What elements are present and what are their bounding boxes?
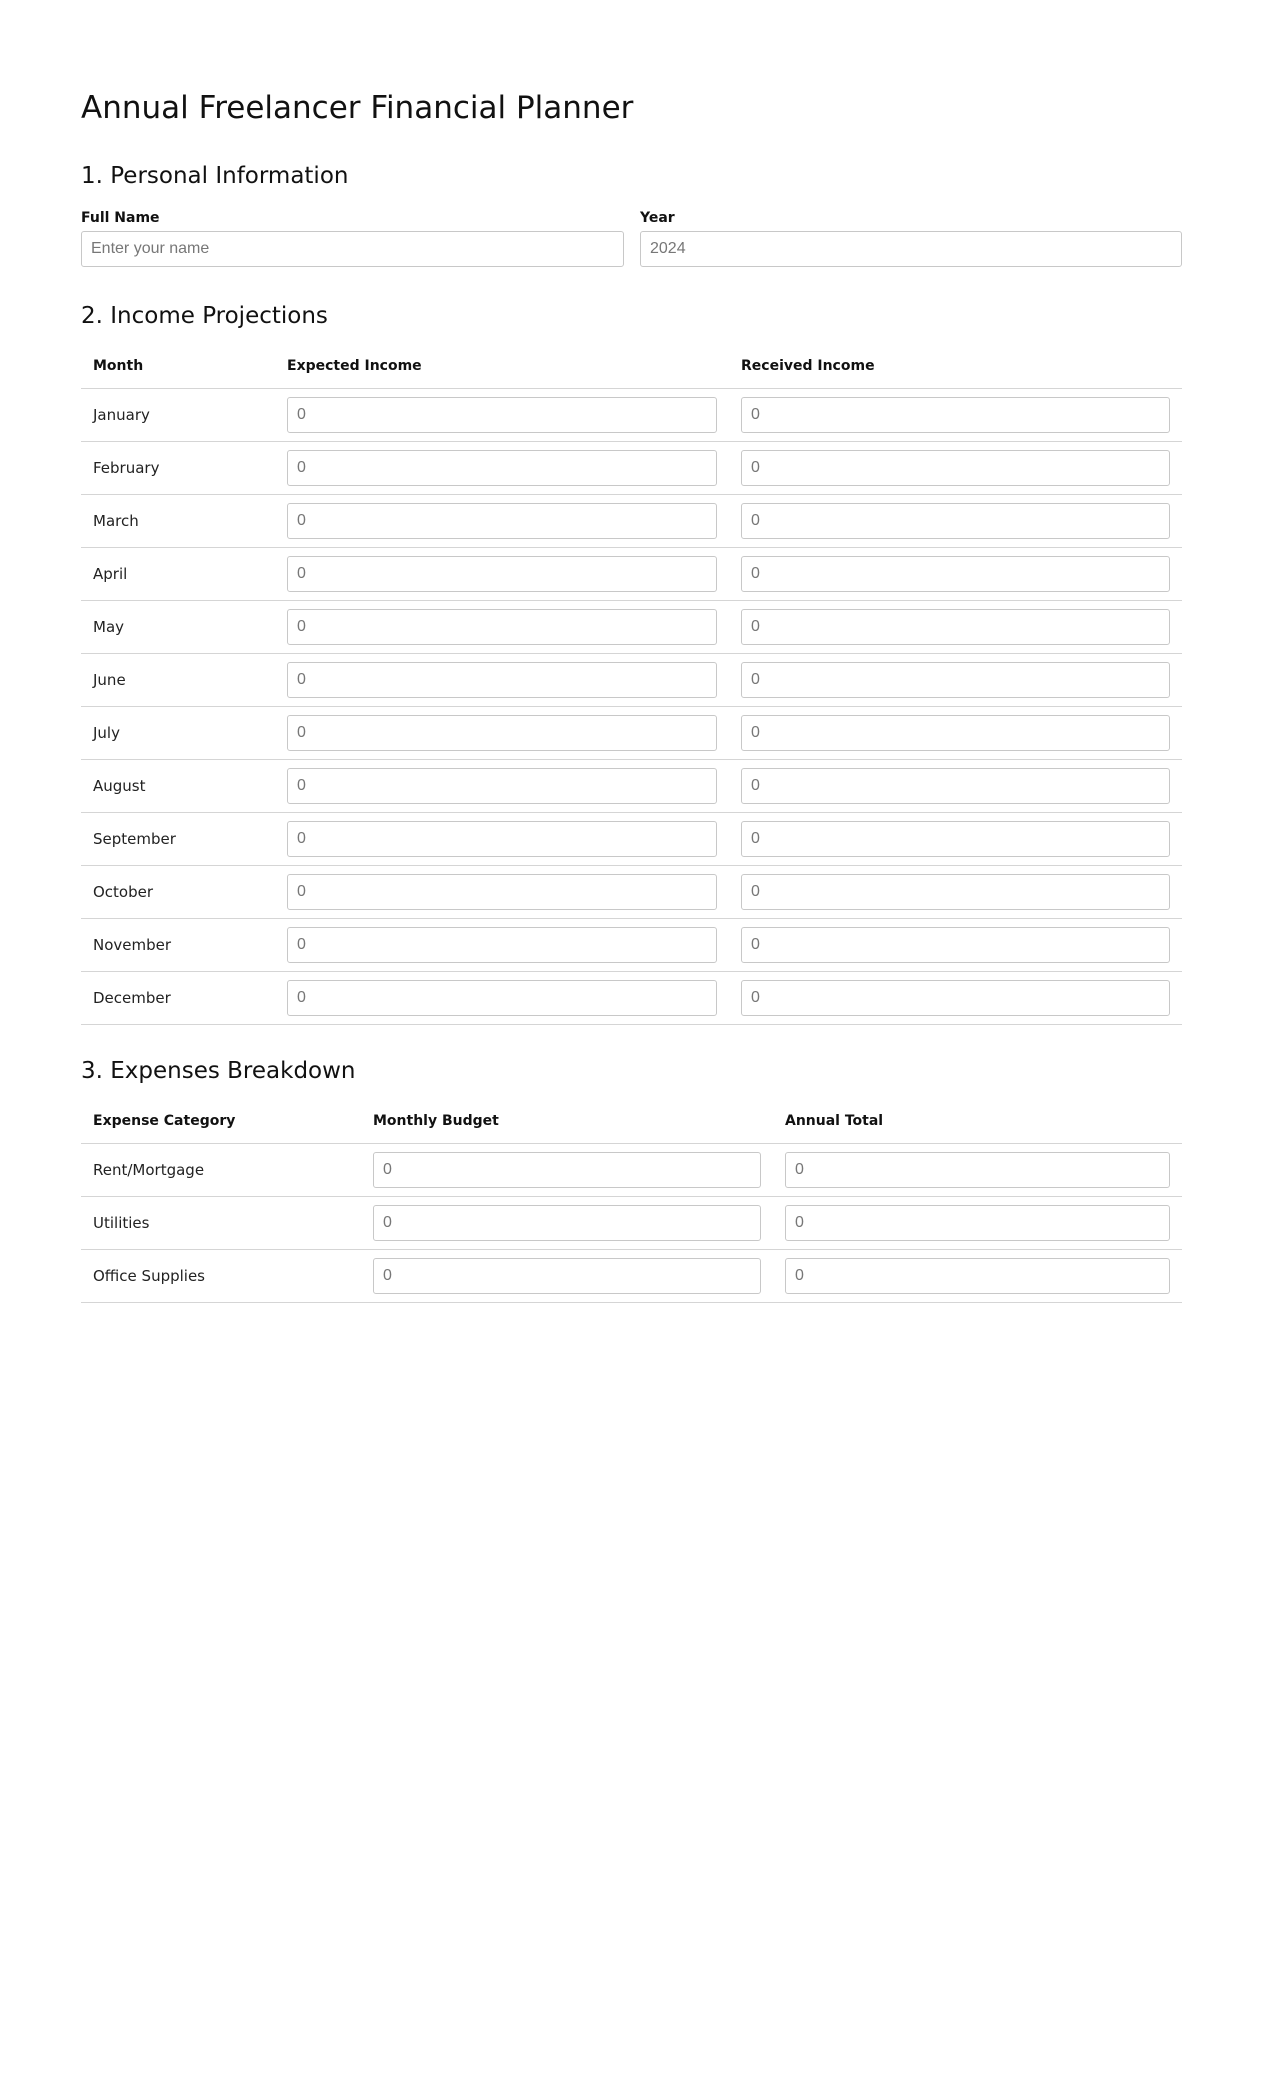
expense-category-label: Office Supplies bbox=[81, 1249, 361, 1302]
received-income-cell bbox=[729, 600, 1182, 653]
expected-income-input[interactable] bbox=[287, 821, 717, 857]
expected-income-input[interactable] bbox=[287, 556, 717, 592]
month-column-header: Month bbox=[81, 345, 275, 388]
page-title: Annual Freelancer Financial Planner bbox=[81, 90, 634, 126]
expected-income-cell bbox=[275, 653, 729, 706]
monthly-budget-input[interactable] bbox=[373, 1205, 761, 1241]
income-month-label: March bbox=[81, 494, 275, 547]
expense-category-row bbox=[81, 1196, 1182, 1249]
received-income-cell bbox=[729, 547, 1182, 600]
expense-category-row bbox=[81, 1143, 1182, 1196]
expected-income-cell bbox=[275, 388, 729, 441]
income-month-label: April bbox=[81, 547, 275, 600]
expected-income-input[interactable] bbox=[287, 397, 717, 433]
income-table bbox=[81, 345, 1182, 1025]
received-income-cell bbox=[729, 918, 1182, 971]
income-projections-heading: 2. Income Projections bbox=[81, 303, 328, 329]
expected-income-cell bbox=[275, 441, 729, 494]
received-income-cell bbox=[729, 494, 1182, 547]
received-income-cell bbox=[729, 971, 1182, 1024]
received-income-input[interactable] bbox=[741, 768, 1170, 804]
received-income-cell bbox=[729, 706, 1182, 759]
expenses-table bbox=[81, 1100, 1182, 1303]
expected-income-cell bbox=[275, 865, 729, 918]
monthly-budget-input[interactable] bbox=[373, 1152, 761, 1188]
expected-income-input[interactable] bbox=[287, 768, 717, 804]
expected-income-input[interactable] bbox=[287, 874, 717, 910]
annual-total-cell bbox=[773, 1143, 1182, 1196]
expected-income-column-header: Expected Income bbox=[275, 345, 729, 388]
expense-category-column-header: Expense Category bbox=[81, 1100, 361, 1143]
expected-income-input[interactable] bbox=[287, 662, 717, 698]
income-month-label: February bbox=[81, 441, 275, 494]
expected-income-cell bbox=[275, 706, 729, 759]
expected-income-input[interactable] bbox=[287, 609, 717, 645]
expected-income-input[interactable] bbox=[287, 450, 717, 486]
income-month-label: October bbox=[81, 865, 275, 918]
year-label: Year bbox=[640, 210, 675, 226]
income-month-label: July bbox=[81, 706, 275, 759]
expenses-header-row bbox=[81, 1100, 1182, 1143]
monthly-budget-input[interactable] bbox=[373, 1258, 761, 1294]
received-income-input[interactable] bbox=[741, 503, 1170, 539]
received-income-cell bbox=[729, 441, 1182, 494]
annual-total-input[interactable] bbox=[785, 1152, 1170, 1188]
income-month-label: January bbox=[81, 388, 275, 441]
monthly-budget-cell bbox=[361, 1196, 773, 1249]
annual-total-input[interactable] bbox=[785, 1205, 1170, 1241]
received-income-input[interactable] bbox=[741, 662, 1170, 698]
personal-info-heading: 1. Personal Information bbox=[81, 163, 349, 189]
expected-income-cell bbox=[275, 600, 729, 653]
expected-income-cell bbox=[275, 547, 729, 600]
expenses-breakdown-heading: 3. Expenses Breakdown bbox=[81, 1058, 356, 1084]
annual-total-input[interactable] bbox=[785, 1258, 1170, 1294]
expense-category-label: Rent/Mortgage bbox=[81, 1143, 361, 1196]
received-income-input[interactable] bbox=[741, 821, 1170, 857]
expected-income-cell bbox=[275, 494, 729, 547]
received-income-cell bbox=[729, 653, 1182, 706]
received-income-input[interactable] bbox=[741, 980, 1170, 1016]
annual-total-column-header: Annual Total bbox=[773, 1100, 1182, 1143]
income-month-row bbox=[81, 494, 1182, 547]
expected-income-input[interactable] bbox=[287, 927, 717, 963]
monthly-budget-cell bbox=[361, 1143, 773, 1196]
full-name-label: Full Name bbox=[81, 210, 160, 226]
received-income-input[interactable] bbox=[741, 556, 1170, 592]
full-name-input[interactable] bbox=[81, 231, 624, 267]
income-month-row bbox=[81, 706, 1182, 759]
monthly-budget-column-header: Monthly Budget bbox=[361, 1100, 773, 1143]
income-month-row bbox=[81, 547, 1182, 600]
income-month-row bbox=[81, 865, 1182, 918]
expected-income-cell bbox=[275, 759, 729, 812]
expected-income-cell bbox=[275, 918, 729, 971]
received-income-column-header: Received Income bbox=[729, 345, 1182, 388]
received-income-input[interactable] bbox=[741, 450, 1170, 486]
received-income-input[interactable] bbox=[741, 927, 1170, 963]
income-month-row bbox=[81, 971, 1182, 1024]
income-month-row bbox=[81, 918, 1182, 971]
expense-category-row bbox=[81, 1249, 1182, 1302]
annual-total-cell bbox=[773, 1249, 1182, 1302]
expected-income-input[interactable] bbox=[287, 503, 717, 539]
received-income-cell bbox=[729, 812, 1182, 865]
income-month-row bbox=[81, 600, 1182, 653]
income-month-row bbox=[81, 653, 1182, 706]
received-income-input[interactable] bbox=[741, 874, 1170, 910]
expense-category-label: Utilities bbox=[81, 1196, 361, 1249]
income-header-row bbox=[81, 345, 1182, 388]
received-income-input[interactable] bbox=[741, 609, 1170, 645]
expected-income-cell bbox=[275, 812, 729, 865]
received-income-cell bbox=[729, 865, 1182, 918]
received-income-input[interactable] bbox=[741, 715, 1170, 751]
income-month-label: August bbox=[81, 759, 275, 812]
income-month-row bbox=[81, 812, 1182, 865]
received-income-cell bbox=[729, 759, 1182, 812]
expected-income-cell bbox=[275, 971, 729, 1024]
income-month-row bbox=[81, 388, 1182, 441]
annual-total-cell bbox=[773, 1196, 1182, 1249]
income-month-label: November bbox=[81, 918, 275, 971]
income-month-label: September bbox=[81, 812, 275, 865]
expected-income-input[interactable] bbox=[287, 715, 717, 751]
income-month-label: June bbox=[81, 653, 275, 706]
monthly-budget-cell bbox=[361, 1249, 773, 1302]
income-month-row bbox=[81, 441, 1182, 494]
received-income-input[interactable] bbox=[741, 397, 1170, 433]
income-month-row bbox=[81, 759, 1182, 812]
received-income-cell bbox=[729, 388, 1182, 441]
expected-income-input[interactable] bbox=[287, 980, 717, 1016]
income-month-label: May bbox=[81, 600, 275, 653]
year-input[interactable] bbox=[640, 231, 1182, 267]
income-month-label: December bbox=[81, 971, 275, 1024]
